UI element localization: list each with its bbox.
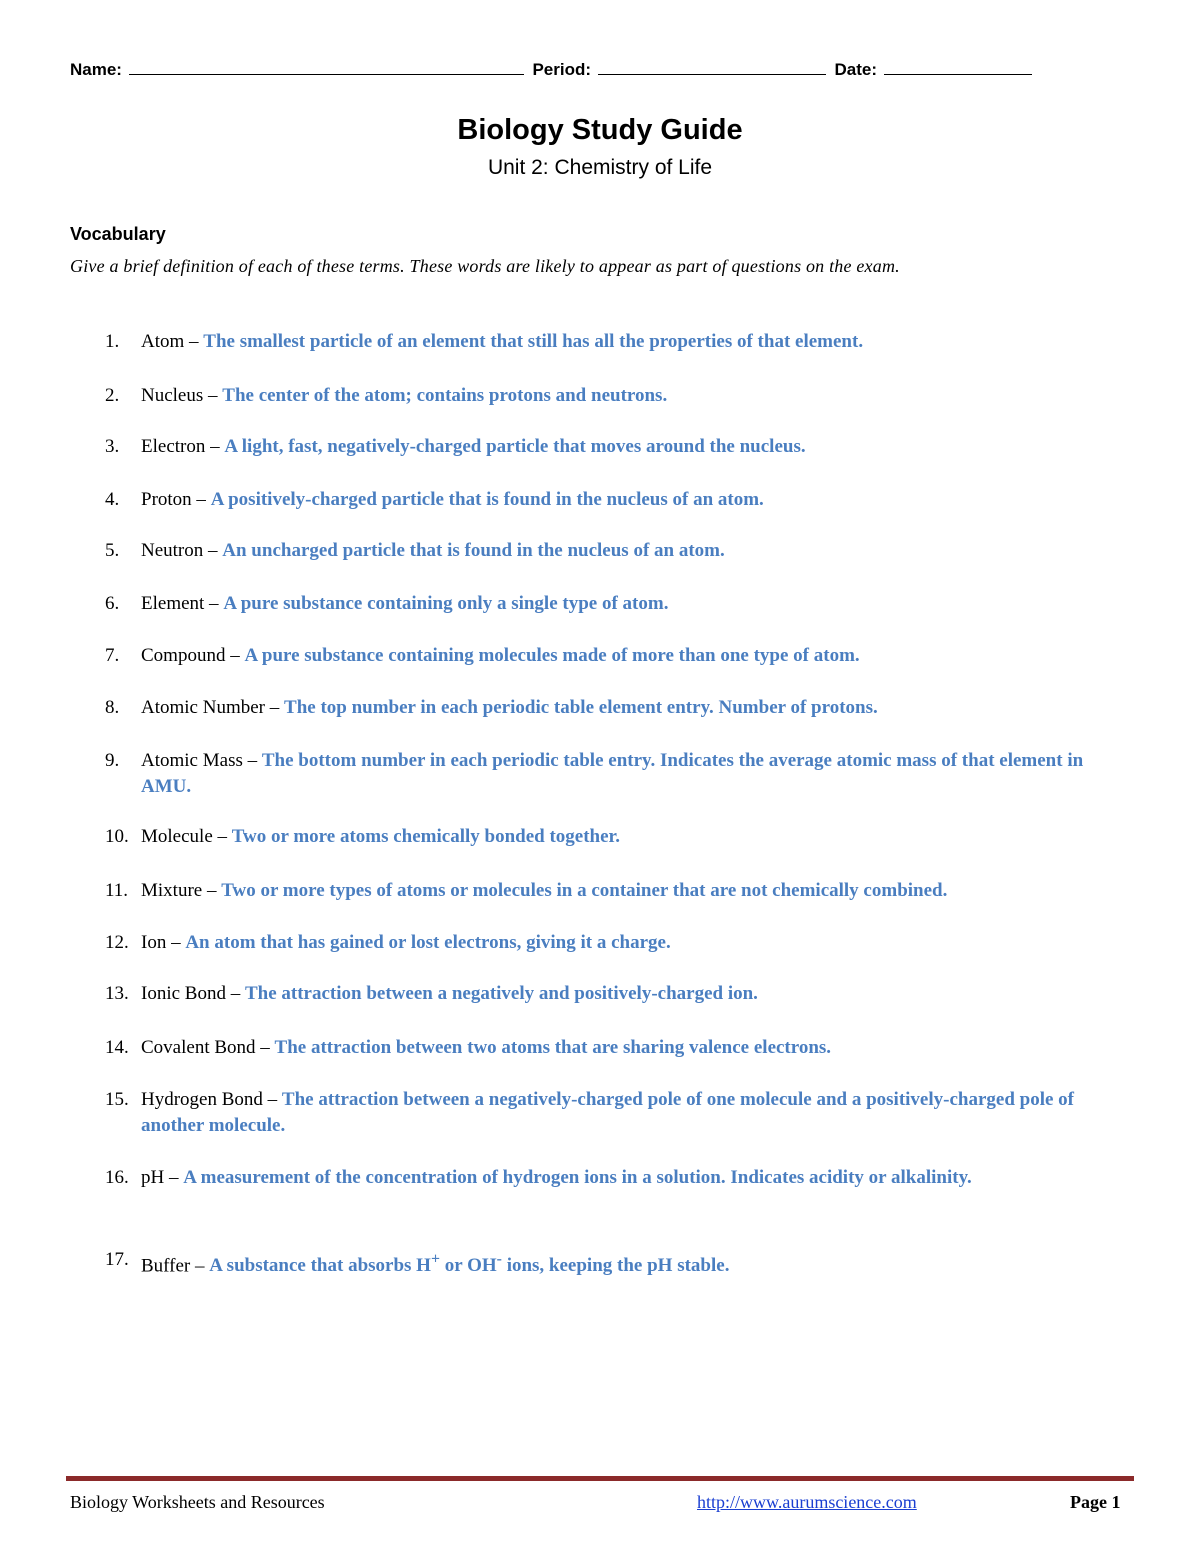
item-number: 2. [105,385,120,406]
definition-part: A substance that absorbs H [209,1255,431,1277]
definition: An atom that has gained or lost electrons, giving it a charge. [185,932,671,953]
page-title: Biology Study Guide [457,114,743,146]
definition: A pure substance containing only a single type of atom. [223,593,669,614]
term: pH – [141,1167,179,1188]
list-item [105,1247,1085,1279]
definition: The bottom number in each periodic table entry. Indicates the average atomic mass of that element in AMU. [141,750,1084,797]
term: Ionic Bond – [141,983,241,1004]
term: Buffer – [141,1255,205,1277]
definition: A light, fast, negatively-charged particle that moves around the nucleus. [224,436,806,457]
list-item [105,383,1085,409]
list-item [105,329,1085,355]
list-item [105,1087,1085,1139]
item-number: 10. [105,826,129,847]
footer-divider [66,1476,1134,1481]
item-number: 3. [105,436,120,457]
list-item [105,981,1085,1007]
list-item [105,1035,1085,1061]
term: Element – [141,593,219,614]
superscript-minus: - [496,1251,502,1268]
list-item [105,878,1085,904]
definition-part: or OH [440,1255,497,1277]
definition: The attraction between two atoms that are sharing valence electrons. [274,1037,832,1058]
term: Mixture – [141,880,217,901]
list-item [105,591,1085,617]
definition: The smallest particle of an element that still has all the properties of that element. [203,331,864,352]
item-number: 11. [105,880,129,901]
term: Atomic Mass – [141,750,258,771]
item-number: 15. [105,1089,129,1110]
definition-part: ions, keeping the pH stable. [501,1255,730,1277]
item-number: 6. [105,593,120,614]
term: Atom – [141,331,199,352]
footer-source: Biology Worksheets and Resources [70,1492,325,1512]
item-number: 9. [105,750,120,771]
term: Ion – [141,932,181,953]
term: Covalent Bond – [141,1037,270,1058]
list-item [105,643,1085,669]
term: Electron – [141,436,220,457]
list-item [105,487,1085,513]
section-heading: Vocabulary [70,224,166,244]
definition: An uncharged particle that is found in the nucleus of an atom. [222,540,725,561]
list-item [105,1165,1085,1191]
item-number: 16. [105,1167,129,1188]
definition: The attraction between a negatively and positively-charged ion. [244,983,758,1004]
definition [209,1251,730,1277]
date-label: Date: [834,60,877,79]
term: Hydrogen Bond – [141,1089,278,1110]
item-number: 4. [105,489,120,510]
term: Atomic Number – [141,697,280,718]
term: Molecule – [141,826,228,847]
list-item [105,824,1085,850]
item-number: 7. [105,645,120,666]
superscript-plus: + [430,1251,440,1268]
item-number: 12. [105,932,129,953]
name-label: Name: [70,60,122,79]
definition: The center of the atom; contains protons and neutrons. [222,385,668,406]
list-item [105,748,1085,800]
definition: Two or more types of atoms or molecules in a container that are not chemically combined. [221,880,948,901]
item-number: 14. [105,1037,129,1058]
definition: The top number in each periodic table element entry. Number of protons. [284,697,878,718]
definition: Two or more atoms chemically bonded together. [231,826,620,847]
list-item [105,538,1085,564]
list-item [105,930,1085,956]
term: Neutron – [141,540,218,561]
list-item [105,434,1085,460]
item-number: 13. [105,983,129,1004]
definition: A pure substance containing molecules made of more than one type of atom. [244,645,860,666]
term: Proton – [141,489,206,510]
definition: A positively-charged particle that is found in the nucleus of an atom. [210,489,764,510]
page-number: Page 1 [1070,1492,1121,1512]
instructions: Give a brief definition of each of these terms. These words are likely to appear as part of questions on the exam. [70,256,900,276]
item-number: 5. [105,540,120,561]
term: Compound – [141,645,240,666]
term: Nucleus – [141,385,218,406]
list-item [105,695,1085,721]
footer-website-link[interactable]: http://www.aurumscience.com [697,1492,917,1512]
item-number: 17. [105,1249,129,1270]
period-label: Period: [532,60,591,79]
definition: A measurement of the concentration of hydrogen ions in a solution. Indicates acidity or alkalinity. [183,1167,972,1188]
definition: The attraction between a negatively-charged pole of one molecule and a positively-charged pole of another molecule. [141,1089,1074,1136]
page-subtitle: Unit 2: Chemistry of Life [487,156,713,179]
item-number: 1. [105,331,120,352]
item-number: 8. [105,697,120,718]
